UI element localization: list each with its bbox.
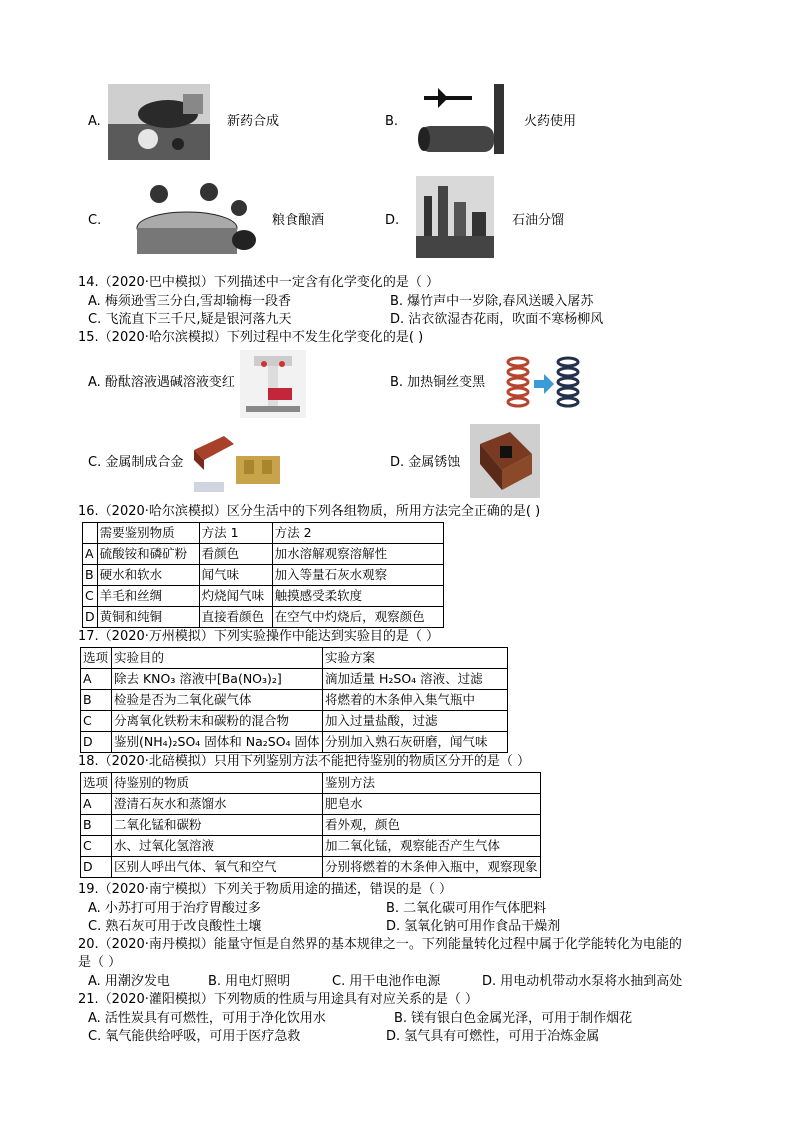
- table-row: [81, 857, 541, 878]
- table-row: [83, 565, 444, 586]
- table-cell: 灼烧闻气味: [199, 586, 272, 607]
- table-cell: 黄铜和纯铜: [97, 607, 199, 628]
- table-row: [81, 794, 541, 815]
- oil-distillation-image: [416, 176, 494, 258]
- table-cell: 滴加适量 H₂SO₄ 溶液、过滤: [323, 669, 508, 690]
- table-header-cell: 选项: [81, 773, 112, 794]
- option-a-letter: A.: [88, 114, 101, 129]
- table-cell: 看外观，颜色: [323, 815, 541, 836]
- q14-option-a: A. 梅须逊雪三分白,雪却输梅一段香: [88, 294, 292, 309]
- question-17-stem: 17.（2020·万州模拟）下列实验操作中能达到实验目的是（ ）: [78, 629, 440, 644]
- q21-option-d: D. 氢气具有可燃性，可用于冶炼金属: [386, 1029, 600, 1044]
- question-18-stem: 18.（2020·北碚模拟）只用下列鉴别方法不能把待鉴别的物质区分开的是（ ）: [78, 754, 531, 769]
- option-c-text: 粮食酿酒: [272, 213, 325, 228]
- table-cell: 看颜色: [199, 544, 272, 565]
- table-cell: C: [81, 711, 112, 732]
- table-cell: B: [83, 565, 98, 586]
- table-cell: 硫酸铵和磷矿粉: [97, 544, 199, 565]
- question-14-stem: 14.（2020·巴中模拟）下列描述中一定含有化学变化的是（ ）: [78, 275, 440, 290]
- table-row: [81, 690, 508, 711]
- q21-option-a: A. 活性炭具有可燃性，可用于净化饮用水: [88, 1011, 326, 1026]
- table-cell: 触摸感受柔软度: [272, 586, 443, 607]
- table-cell: D: [81, 732, 112, 753]
- q21-option-b: B. 镁有银白色金属光泽，可用于制作烟花: [394, 1011, 633, 1026]
- table-cell: 在空气中灼烧后，观察颜色: [272, 607, 443, 628]
- gunpowder-image: [414, 82, 512, 162]
- table-cell: 加二氧化锰，观察能否产生气体: [323, 836, 541, 857]
- q20-option-a: A. 用潮汐发电: [88, 974, 170, 989]
- table-row: [81, 773, 541, 794]
- option-b-letter: B.: [385, 114, 399, 129]
- alloy-image: [190, 430, 286, 496]
- table-cell: 加水溶解观察溶解性: [272, 544, 443, 565]
- table-cell: 鉴别(NH₄)₂SO₄ 固体和 Na₂SO₄ 固体: [112, 732, 323, 753]
- q15-option-d: D. 金属锈蚀: [390, 455, 461, 470]
- question-19-stem: 19.（2020·南宁模拟）下列关于物质用途的描述，错误的是（ ）: [78, 882, 453, 897]
- table-header-cell: 待鉴别的物质: [112, 773, 323, 794]
- question-20-stem: 20.（2020·南丹模拟）能量守恒是自然界的基本规律之一。下列能量转化过程中属于化学能转化为电能的: [78, 937, 682, 952]
- table-header-cell: 鉴别方法: [323, 773, 541, 794]
- q16-table: [82, 522, 444, 628]
- table-cell: 除去 KNO₃ 溶液中[Ba(NO₃)₂]: [112, 669, 323, 690]
- q18-table: [80, 772, 541, 878]
- q19-option-a: A. 小苏打可用于治疗胃酸过多: [88, 901, 261, 916]
- question-21-stem: 21.（2020·灌阳模拟）下列物质的性质与用途具有对应关系的是（ ）: [78, 992, 479, 1007]
- table-header-cell: 需要鉴别物质: [97, 523, 199, 544]
- table-row: [81, 732, 508, 753]
- table-cell: 将燃着的木条伸入集气瓶中: [323, 690, 508, 711]
- table-row: [81, 648, 508, 669]
- q17-table: [80, 647, 508, 753]
- table-cell: 直接看颜色: [199, 607, 272, 628]
- phenolphthalein-image: [240, 350, 306, 418]
- rust-image: [470, 424, 540, 498]
- option-a-text: 新药合成: [227, 114, 280, 129]
- q14-option-b: B. 爆竹声中一岁除,春风送暖入屠苏: [390, 294, 594, 309]
- q20-option-c: C. 用干电池作电源: [332, 974, 441, 989]
- question-15-stem: 15.（2020·哈尔滨模拟）下列过程中不发生化学变化的是( ): [78, 330, 424, 345]
- table-cell: 加入等量石灰水观察: [272, 565, 443, 586]
- table-row: [81, 669, 508, 690]
- table-row: [81, 836, 541, 857]
- q14-option-d: D. 沾衣欲湿杏花雨，吹面不寒杨柳风: [390, 312, 604, 327]
- table-cell: 闻气味: [199, 565, 272, 586]
- table-cell: 羊毛和丝绸: [97, 586, 199, 607]
- table-cell: A: [83, 544, 98, 565]
- table-cell: 澄清石灰水和蒸馏水: [112, 794, 323, 815]
- question-20-stem-cont: 是（ ）: [78, 955, 122, 970]
- table-cell: 区别人呼出气体、氧气和空气: [112, 857, 323, 878]
- table-cell: A: [81, 794, 112, 815]
- table-row: [83, 523, 444, 544]
- table-cell: B: [81, 815, 112, 836]
- option-d-text: 石油分馏: [512, 213, 565, 228]
- table-cell: 检验是否为二氧化碳气体: [112, 690, 323, 711]
- table-header-cell: 实验目的: [112, 648, 323, 669]
- q15-option-a: A. 酚酞溶液遇碱溶液变红: [88, 375, 235, 390]
- table-cell: 二氧化锰和碳粉: [112, 815, 323, 836]
- q15-option-b: B. 加热铜丝变黑: [390, 375, 486, 390]
- q20-option-d: D. 用电动机带动水泵将水抽到高处: [482, 974, 683, 989]
- table-cell: C: [81, 836, 112, 857]
- question-16-stem: 16.（2020·哈尔滨模拟）区分生活中的下列各组物质，所用方法完全正确的是( ): [78, 504, 541, 519]
- q14-option-c: C. 飞流直下三千尺,疑是银河落九天: [88, 312, 292, 327]
- table-cell: 水、过氧化氢溶液: [112, 836, 323, 857]
- table-cell: C: [83, 586, 98, 607]
- option-c-letter: C.: [88, 213, 102, 228]
- table-row: [83, 586, 444, 607]
- q20-option-b: B. 用电灯照明: [208, 974, 291, 989]
- table-header-cell: 选项: [81, 648, 112, 669]
- table-cell: 分离氧化铁粉末和碳粉的混合物: [112, 711, 323, 732]
- table-cell: 硬水和软水: [97, 565, 199, 586]
- option-b-text: 火药使用: [524, 114, 577, 129]
- table-cell: 分别加入熟石灰研磨，闻气味: [323, 732, 508, 753]
- table-cell: B: [81, 690, 112, 711]
- table-cell: D: [83, 607, 98, 628]
- table-row: [81, 815, 541, 836]
- table-header-cell: 实验方案: [323, 648, 508, 669]
- table-cell: 加入过量盐酸，过滤: [323, 711, 508, 732]
- table-row: [83, 544, 444, 565]
- q19-option-c: C. 熟石灰可用于改良酸性土壤: [88, 919, 262, 934]
- copper-wire-image: [500, 352, 584, 418]
- option-d-letter: D.: [385, 213, 400, 228]
- table-cell: D: [81, 857, 112, 878]
- table-cell: 肥皂水: [323, 794, 541, 815]
- table-header-cell: [83, 523, 98, 544]
- q15-option-c: C. 金属制成合金: [88, 455, 184, 470]
- grain-brewing-image: [114, 178, 260, 258]
- table-header-cell: 方法 2: [272, 523, 443, 544]
- q19-option-d: D. 氢氧化钠可用作食品干燥剂: [386, 919, 561, 934]
- medicine-synthesis-image: [108, 84, 210, 160]
- table-cell: A: [81, 669, 112, 690]
- table-cell: 分别将燃着的木条伸入瓶中，观察现象: [323, 857, 541, 878]
- table-row: [83, 607, 444, 628]
- table-row: [81, 711, 508, 732]
- q19-option-b: B. 二氧化碳可用作气体肥料: [386, 901, 547, 916]
- table-header-cell: 方法 1: [199, 523, 272, 544]
- q21-option-c: C. 氧气能供给呼吸，可用于医疗急救: [88, 1029, 301, 1044]
